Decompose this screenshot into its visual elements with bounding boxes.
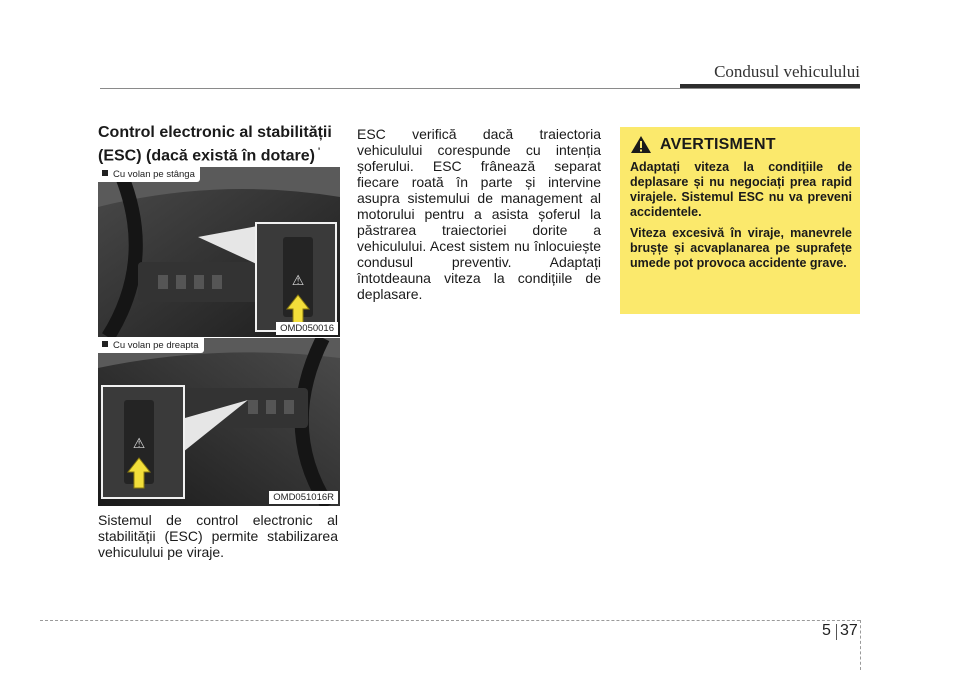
dashboard-photo-lhd [98,167,340,337]
heading-superscript: ' [317,146,321,156]
section-heading-line1: Control electronic al stabilității [98,124,332,141]
page-number: 37 [840,622,858,639]
header-rule [100,88,860,89]
figure-code-lhd: OMD050016 [276,322,338,335]
figure-caption-lhd-text: Cu volan pe stânga [113,169,195,180]
figure-left-hand-drive [98,167,340,337]
warning-paragraph-2: Viteza excesivă în viraje, manevrele brușțe și acvaplanarea pe suprafețe umede pot provoca accidente grave. [630,226,852,270]
figure-right-hand-drive [98,337,340,506]
intro-paragraph: Sistemul de control electronic al stabilității (ESC) permite stabilizarea vehiculului pe viraje. [98,512,338,560]
warning-title: AVERTISMENT [660,135,776,153]
chapter-title: Condusul vehiculului [714,62,860,81]
chapter-number: 5 [822,622,831,639]
svg-text:⚠: ⚠ [291,273,305,289]
section-heading-block [98,124,338,165]
intro-paragraph-block [98,512,338,560]
body-paragraph-block [357,126,601,302]
figure-caption-rhd [98,338,204,353]
header-rule-accent [680,84,860,88]
section-heading-line2: (ESC) (dacă există în dotare) [98,147,315,165]
page-number-separator [836,624,837,640]
section-heading [98,124,338,165]
svg-text:⚠: ⚠ [132,436,146,452]
body-paragraph: ESC verifică dacă traiectoria vehiculului corespunde cu intenția șoferului. ESC frânează separat fiecare roată în parte și intervine asupra sistemului de management al motorului pentru a asista șoferul la păstrarea traiectoriei dorite a vehiculului. Acest sistem nu înlocuiește condusul preventiv. Adaptați întotdeauna viteza la condițiile de deplasare. [357,126,601,302]
warning-triangle-icon [630,135,652,154]
warning-header [630,135,852,154]
footer-rule [40,620,860,621]
dashboard-photo-rhd [98,338,340,506]
figure-code-rhd: OMD051016R [269,491,338,504]
figure-caption-lhd [98,167,200,182]
warning-box [620,127,860,314]
warning-paragraph-1: Adaptați viteza la condițiile de deplasare și nu negociați prea rapid virajele. Sistemul ESC nu va preveni accidentele. [630,160,852,219]
figure-caption-rhd-text: Cu volan pe dreapta [113,340,199,351]
footer-vertical-rule [860,620,861,670]
